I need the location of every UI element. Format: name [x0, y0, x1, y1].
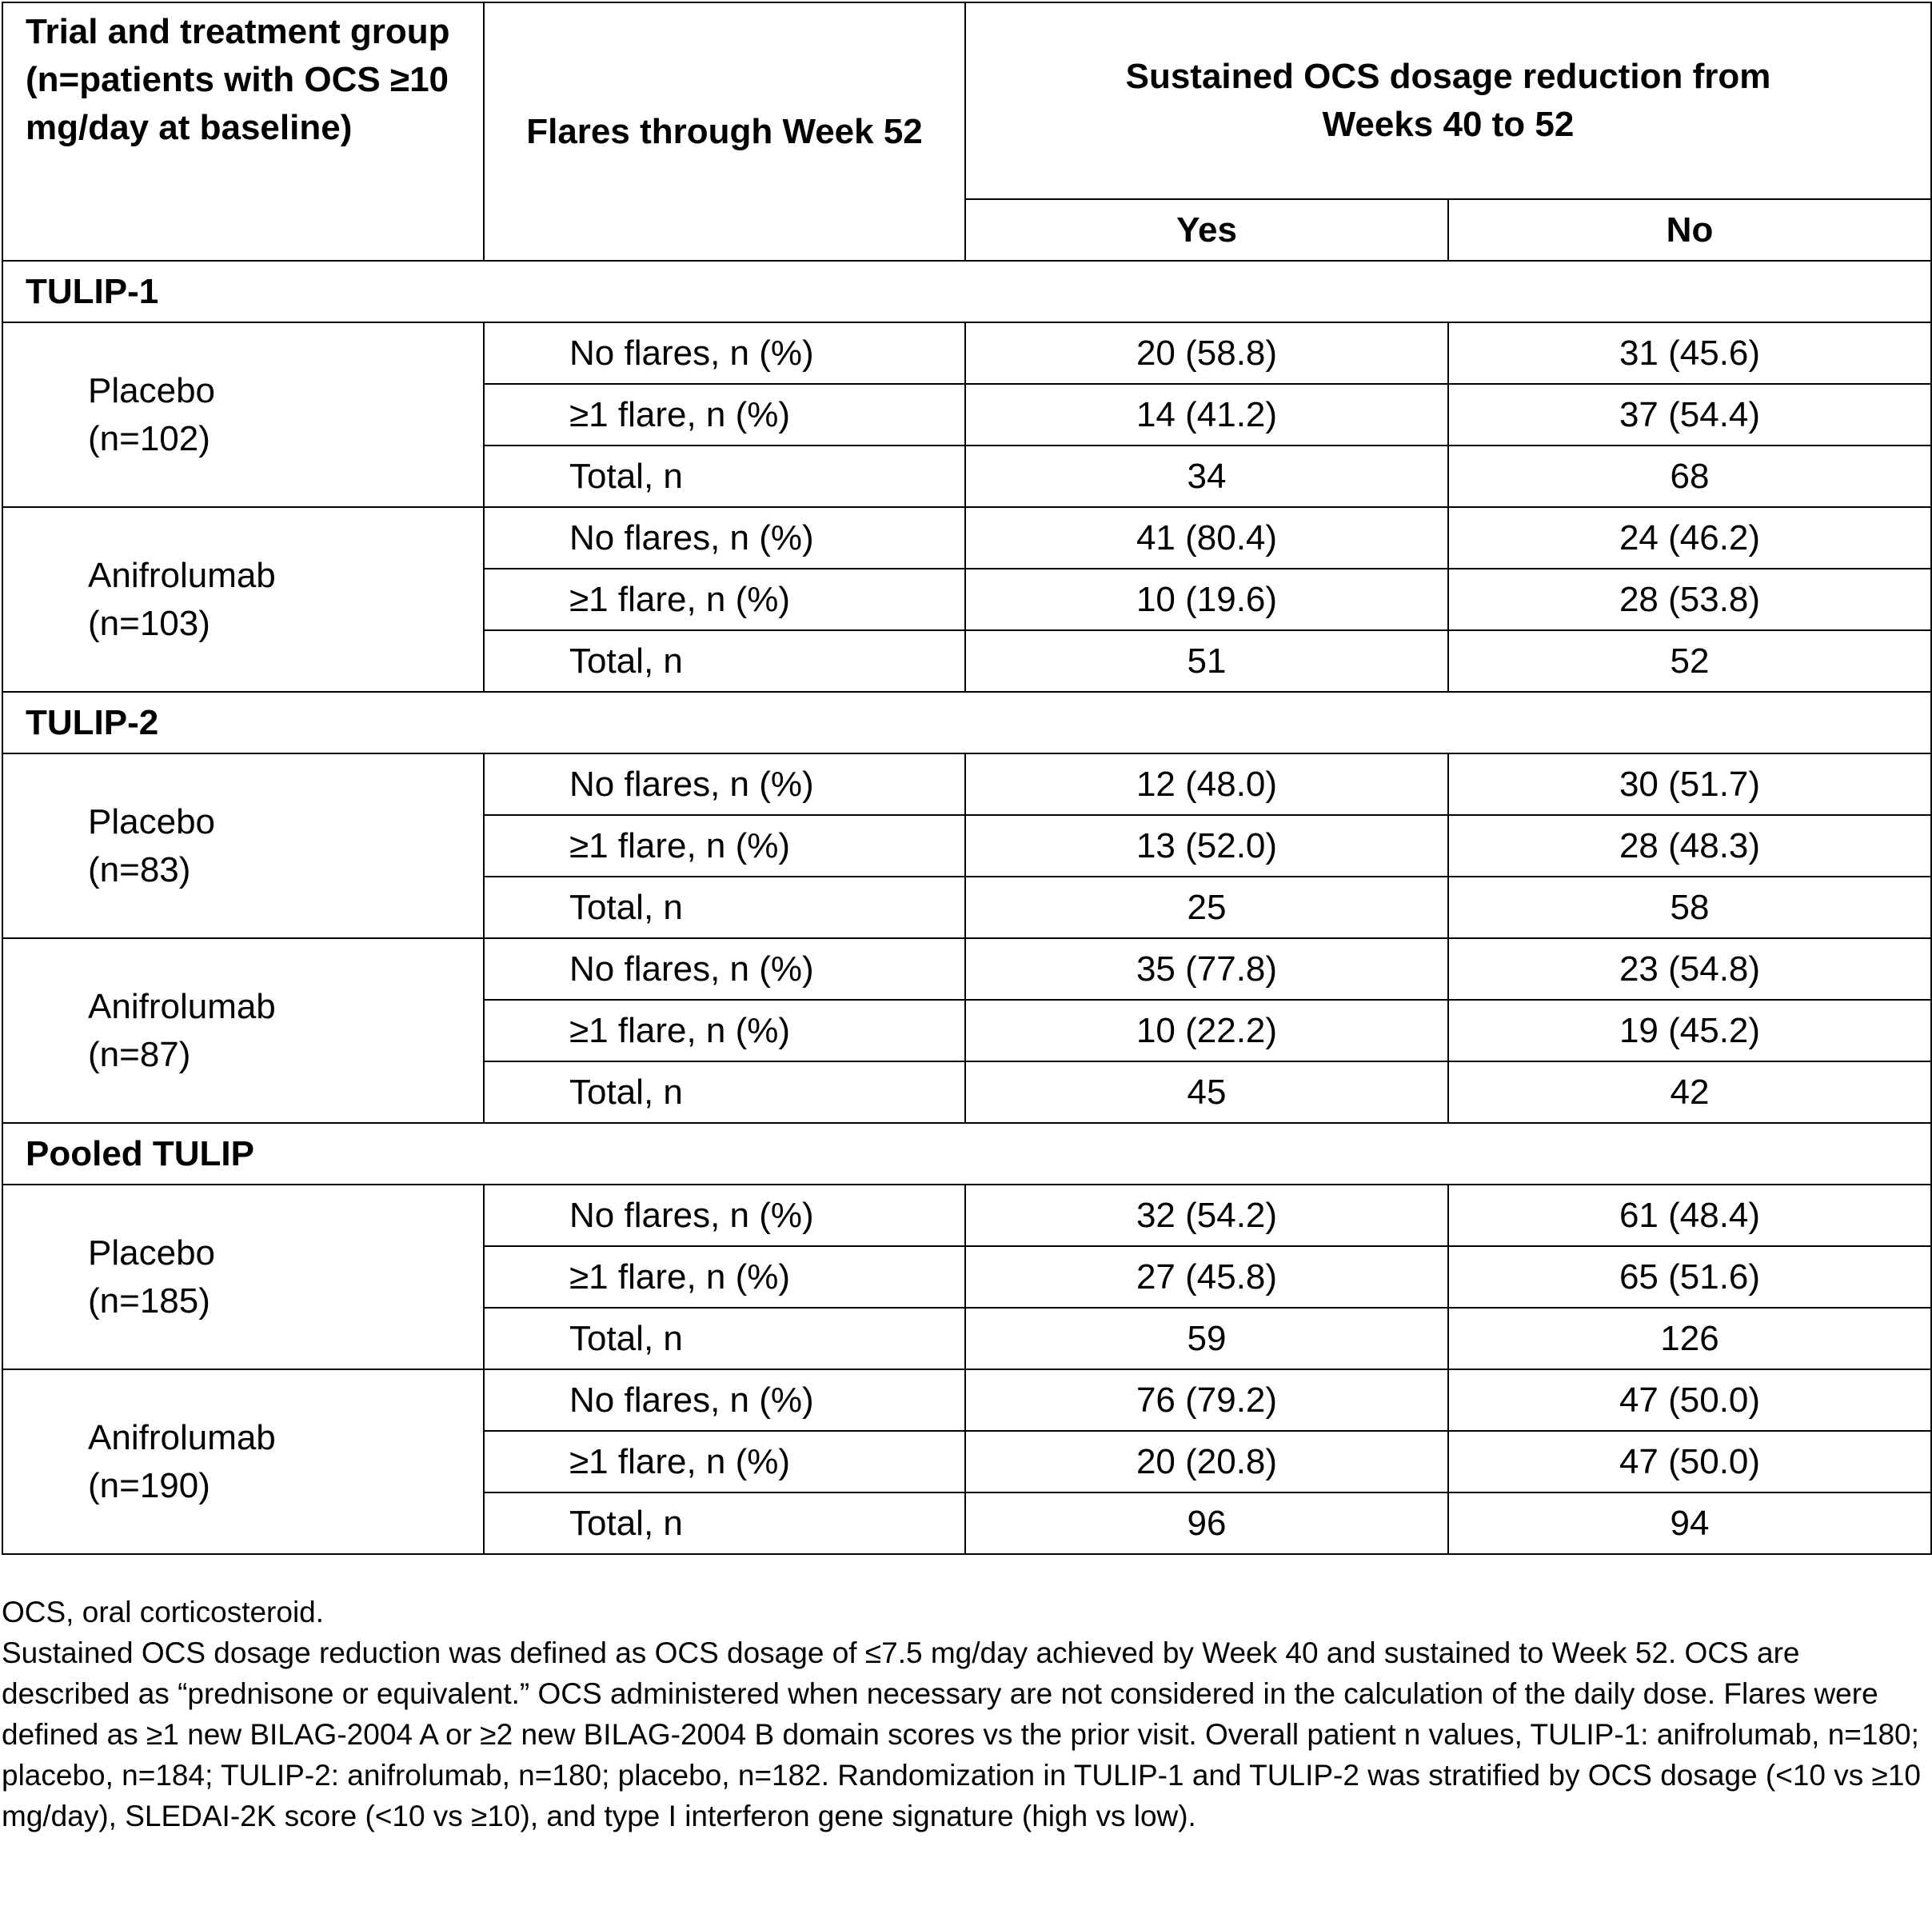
- value-yes: 32 (54.2): [965, 1185, 1448, 1246]
- value-yes: 14 (41.2): [965, 384, 1448, 446]
- flare-category: No flares, n (%): [484, 1185, 965, 1246]
- table-row: [2, 1185, 1931, 1246]
- flare-category: Total, n: [484, 877, 965, 938]
- header-row: [2, 2, 1931, 199]
- value-yes: 12 (48.0): [965, 753, 1448, 815]
- section-row: [2, 692, 1931, 753]
- value-no: 61 (48.4): [1448, 1185, 1931, 1246]
- value-no: 28 (53.8): [1448, 569, 1931, 630]
- value-yes: 25: [965, 877, 1448, 938]
- flare-category: ≥1 flare, n (%): [484, 1431, 965, 1492]
- value-no: 19 (45.2): [1448, 1000, 1931, 1061]
- value-no: 58: [1448, 877, 1931, 938]
- flare-category: No flares, n (%): [484, 938, 965, 1000]
- value-yes: 59: [965, 1308, 1448, 1369]
- section-title: TULIP-1: [2, 261, 1931, 322]
- header-trial-group: Trial and treatment group (n=patients with OCS ≥10 mg/day at baseline): [2, 2, 484, 261]
- section-row: [2, 261, 1931, 322]
- flare-category: Total, n: [484, 446, 965, 507]
- value-yes: 34: [965, 446, 1448, 507]
- value-yes: 20 (20.8): [965, 1431, 1448, 1492]
- flare-category: Total, n: [484, 1492, 965, 1554]
- value-yes: 20 (58.8): [965, 322, 1448, 384]
- header-no: No: [1448, 199, 1931, 261]
- treatment-group-name: Anifrolumab: [88, 986, 276, 1026]
- flare-category: No flares, n (%): [484, 753, 965, 815]
- treatment-group-n: (n=190): [88, 1465, 210, 1505]
- value-yes: 27 (45.8): [965, 1246, 1448, 1308]
- value-no: 24 (46.2): [1448, 507, 1931, 569]
- value-no: 94: [1448, 1492, 1931, 1554]
- value-no: 47 (50.0): [1448, 1431, 1931, 1492]
- treatment-group-name: Placebo: [88, 1233, 216, 1273]
- flare-category: ≥1 flare, n (%): [484, 1000, 965, 1061]
- section-title: TULIP-2: [2, 692, 1931, 753]
- table-row: [2, 507, 1931, 569]
- treatment-group: [2, 1369, 484, 1554]
- treatment-group-n: (n=83): [88, 849, 191, 889]
- value-yes: 96: [965, 1492, 1448, 1554]
- footnote-definition: Sustained OCS dosage reduction was defined as OCS dosage of ≤7.5 mg/day achieved by Week 40 and sustained to Week 52. OCS are described as “prednisone or equivalent.” OCS administered when necessary are not considered in the calculation of the daily dose. Flares were defined as ≥1 new BILAG-2004 A or ≥2 new BILAG-2004 B domain scores vs the prior visit. Overall patient n values, TULIP-1: anifrolumab, n=180; placebo, n=184; TULIP-2: anifrolumab, n=180; placebo, n=182. Randomization in TULIP-1 and TULIP-2 was stratified by OCS dosage (<10 vs ≥10 mg/day), SLEDAI-2K score (<10 vs ≥10), and type I interferon gene signature (high vs low).: [2, 1636, 1921, 1832]
- section-title: Pooled TULIP: [2, 1123, 1931, 1185]
- header-ocs-reduction-text: Sustained OCS dosage reduction from Weeks 40 to 52: [1125, 57, 1771, 144]
- header-ocs-reduction: [965, 2, 1931, 199]
- value-no: 126: [1448, 1308, 1931, 1369]
- flare-category: No flares, n (%): [484, 322, 965, 384]
- value-no: 47 (50.0): [1448, 1369, 1931, 1431]
- header-yes: Yes: [965, 199, 1448, 261]
- value-yes: 10 (19.6): [965, 569, 1448, 630]
- value-no: 42: [1448, 1061, 1931, 1123]
- treatment-group-n: (n=102): [88, 418, 210, 458]
- value-no: 65 (51.6): [1448, 1246, 1931, 1308]
- value-no: 31 (45.6): [1448, 322, 1931, 384]
- value-yes: 13 (52.0): [965, 815, 1448, 877]
- treatment-group-name: Placebo: [88, 370, 216, 410]
- header-flares: [484, 2, 965, 261]
- treatment-group-name: Anifrolumab: [88, 555, 276, 595]
- treatment-group: [2, 1185, 484, 1369]
- flare-category: ≥1 flare, n (%): [484, 1246, 965, 1308]
- value-yes: 76 (79.2): [965, 1369, 1448, 1431]
- treatment-group-n: (n=87): [88, 1034, 191, 1074]
- value-no: 30 (51.7): [1448, 753, 1931, 815]
- treatment-group-name: Placebo: [88, 801, 216, 841]
- treatment-group-n: (n=185): [88, 1281, 210, 1321]
- footnotes: [2, 1592, 1929, 1836]
- value-yes: 35 (77.8): [965, 938, 1448, 1000]
- flare-category: ≥1 flare, n (%): [484, 569, 965, 630]
- flare-category: Total, n: [484, 630, 965, 692]
- footnote-abbreviation: OCS, oral corticosteroid.: [2, 1596, 325, 1628]
- header-flares-text: Flares through Week 52: [526, 111, 923, 151]
- results-table: [2, 2, 1932, 1555]
- table-row: [2, 322, 1931, 384]
- value-yes: 41 (80.4): [965, 507, 1448, 569]
- value-no: 68: [1448, 446, 1931, 507]
- flare-category: No flares, n (%): [484, 507, 965, 569]
- section-row: [2, 1123, 1931, 1185]
- value-no: 23 (54.8): [1448, 938, 1931, 1000]
- table-row: [2, 1369, 1931, 1431]
- flare-category: ≥1 flare, n (%): [484, 384, 965, 446]
- value-no: 28 (48.3): [1448, 815, 1931, 877]
- value-yes: 51: [965, 630, 1448, 692]
- value-yes: 10 (22.2): [965, 1000, 1448, 1061]
- flare-category: No flares, n (%): [484, 1369, 965, 1431]
- treatment-group-n: (n=103): [88, 603, 210, 643]
- treatment-group: [2, 507, 484, 692]
- value-no: 52: [1448, 630, 1931, 692]
- value-no: 37 (54.4): [1448, 384, 1931, 446]
- value-yes: 45: [965, 1061, 1448, 1123]
- treatment-group: [2, 938, 484, 1123]
- flare-category: Total, n: [484, 1308, 965, 1369]
- flare-category: Total, n: [484, 1061, 965, 1123]
- table-row: [2, 753, 1931, 815]
- treatment-group: [2, 322, 484, 507]
- treatment-group: [2, 753, 484, 938]
- flare-category: ≥1 flare, n (%): [484, 815, 965, 877]
- table-row: [2, 938, 1931, 1000]
- treatment-group-name: Anifrolumab: [88, 1417, 276, 1457]
